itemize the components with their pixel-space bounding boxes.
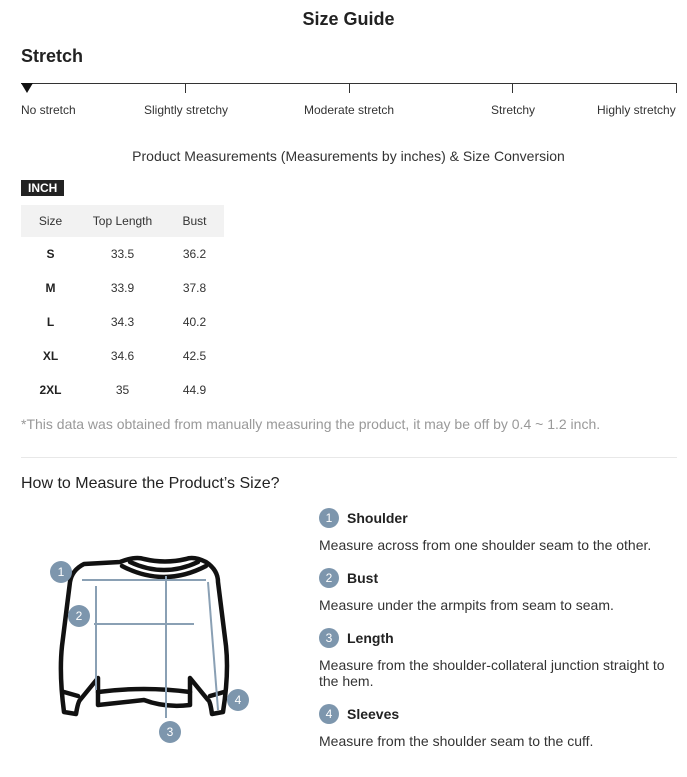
stretch-scale bbox=[21, 83, 677, 95]
stretch-marker-icon bbox=[21, 83, 33, 93]
stretch-label-no: No stretch bbox=[21, 103, 76, 117]
section-divider bbox=[21, 457, 677, 458]
diagram-badge-3 bbox=[159, 721, 181, 743]
diagram-badge-1 bbox=[50, 561, 72, 583]
stretch-heading: Stretch bbox=[21, 46, 84, 66]
column-header-bust: Bust bbox=[165, 205, 224, 237]
bust-cell: 42.5 bbox=[182, 349, 207, 363]
step-length bbox=[319, 628, 394, 648]
size-cell: XL bbox=[42, 349, 59, 363]
step-title: Shoulder bbox=[347, 510, 408, 526]
svg-text:4: 4 bbox=[234, 693, 242, 707]
step-title: Length bbox=[347, 630, 394, 646]
unit-tag: INCH bbox=[21, 180, 64, 196]
size-cell: L bbox=[46, 315, 55, 329]
column-header-top-length: Top Length bbox=[80, 205, 165, 237]
step-shoulder bbox=[319, 508, 408, 528]
stretch-label-slightly: Slightly stretchy bbox=[144, 103, 229, 117]
size-cell: S bbox=[46, 247, 55, 261]
svg-text:2: 2 bbox=[75, 609, 83, 623]
size-table bbox=[21, 205, 224, 407]
stretch-tick bbox=[512, 83, 513, 93]
stretch-tick bbox=[349, 83, 350, 93]
sweatshirt-diagram-icon bbox=[40, 550, 270, 750]
step-bust bbox=[319, 568, 378, 588]
size-cell: M bbox=[45, 281, 56, 295]
step-title: Bust bbox=[347, 570, 379, 586]
bust-cell: 37.8 bbox=[182, 281, 207, 295]
table-row bbox=[21, 373, 224, 407]
stretch-tick bbox=[185, 83, 186, 93]
step-description: Measure from the shoulder-collateral junction straight to the hem. bbox=[319, 657, 665, 689]
step-number-badge: 3 bbox=[319, 628, 339, 648]
top-length-cell: 35 bbox=[115, 383, 130, 397]
column-header-size: Size bbox=[21, 205, 80, 237]
top-length-cell: 34.6 bbox=[110, 349, 135, 363]
stretch-label-stretchy: Stretchy bbox=[491, 103, 536, 117]
step-number-badge: 1 bbox=[319, 508, 339, 528]
table-row bbox=[21, 237, 224, 271]
page-title: Size Guide bbox=[302, 9, 395, 29]
table-row bbox=[21, 271, 224, 305]
diagram-badge-4 bbox=[227, 689, 249, 711]
bust-cell: 40.2 bbox=[182, 315, 207, 329]
stretch-label-highly: Highly stretchy bbox=[597, 103, 676, 117]
stretch-label-moderate: Moderate stretch bbox=[304, 103, 395, 117]
top-length-cell: 34.3 bbox=[110, 315, 135, 329]
table-header-row bbox=[21, 205, 224, 237]
svg-text:1: 1 bbox=[57, 565, 65, 579]
step-number-badge: 4 bbox=[319, 704, 339, 724]
table-row bbox=[21, 339, 224, 373]
step-sleeves bbox=[319, 704, 399, 724]
svg-text:3: 3 bbox=[166, 725, 174, 739]
table-row bbox=[21, 305, 224, 339]
diagram-badge-2 bbox=[68, 605, 90, 627]
step-number-badge: 2 bbox=[319, 568, 339, 588]
top-length-cell: 33.9 bbox=[110, 281, 135, 295]
measurements-caption: Product Measurements (Measurements by inches) & Size Conversion bbox=[132, 148, 565, 164]
size-cell: 2XL bbox=[39, 383, 62, 397]
bust-cell: 44.9 bbox=[182, 383, 207, 397]
stretch-tick bbox=[676, 83, 677, 93]
step-description: Measure under the armpits from seam to seam. bbox=[319, 597, 614, 613]
step-title: Sleeves bbox=[347, 706, 400, 722]
top-length-cell: 33.5 bbox=[110, 247, 135, 261]
step-description: Measure from the shoulder seam to the cuff. bbox=[319, 733, 594, 749]
bust-cell: 36.2 bbox=[182, 247, 207, 261]
howto-heading: How to Measure the Product’s Size? bbox=[21, 475, 280, 492]
step-description: Measure across from one shoulder seam to the other. bbox=[319, 537, 652, 553]
measurement-note: *This data was obtained from manually measuring the product, it may be off by 0.4 ~ 1.2 inch. bbox=[21, 416, 601, 432]
